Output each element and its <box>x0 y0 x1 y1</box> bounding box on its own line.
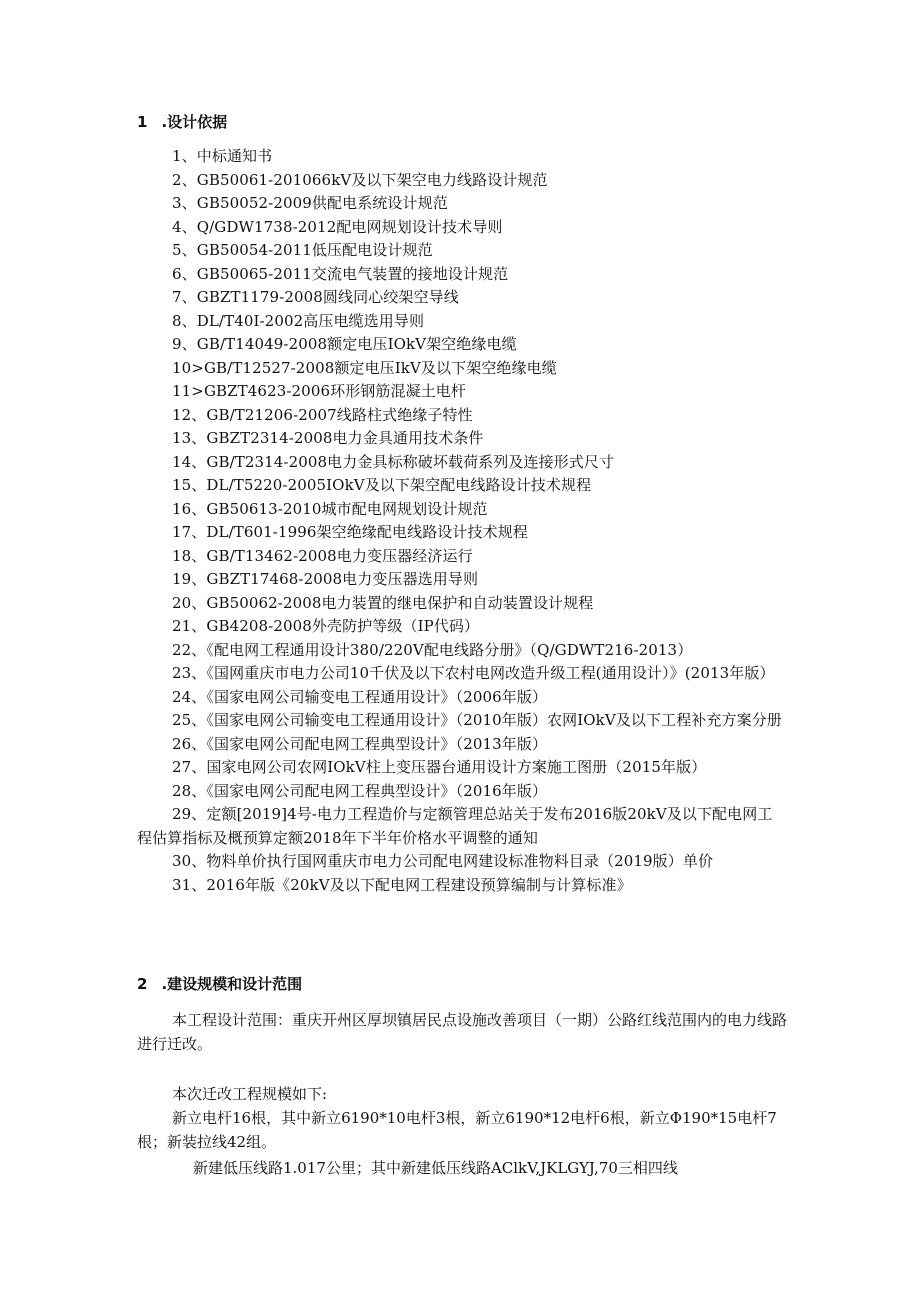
reference-list <box>137 145 787 897</box>
reference-item: 17、DL/T601-1996架空绝缘配电线路设计技术规程 <box>172 523 528 541</box>
reference-item: 8、DL/T40I-2002高压电缆选用导则 <box>172 311 425 330</box>
section-heading-scale-scope <box>137 974 302 994</box>
reference-item: 3、GB50052-2009供配电系统设计规范 <box>172 194 448 212</box>
reference-item: 16、GB50613-2010城市配电网规划设计规范 <box>172 499 488 518</box>
reference-item: 2、GB50061-201066kV及以下架空电力线路设计规范 <box>172 170 548 189</box>
scope-paragraph: 本工程设计范围：重庆开州区厚坝镇居民点设施改善项目（一期）公路红线范围内的电力线路进行迁改。 <box>137 1011 788 1053</box>
section-title: .设计依据 <box>161 113 228 131</box>
reference-item: 26、《国家电网公司配电网工程典型设计》（2013年版） <box>172 734 548 753</box>
reference-item: 10>GB/T12527-2008额定电压IkV及以下架空绝缘电缆 <box>172 358 557 377</box>
reference-item: 4、Q/GDW1738-2012配电网规划设计技术导则 <box>172 217 503 236</box>
reference-item: 12、GB/T21206-2007线路柱式绝缘子特性 <box>172 405 473 424</box>
section-number: 1 <box>137 113 148 131</box>
reference-item: 30、物料单价执行国网重庆市电力公司配电网建设标准物料目录（2019版）单价 <box>172 852 714 870</box>
reference-item: 7、GBZT1179-2008圆线同心绞架空导线 <box>172 288 459 306</box>
reference-item: 27、国家电网公司农网IOkV柱上变压器台通用设计方案施工图册（2015年版） <box>172 758 707 776</box>
reference-item: 20、GB50062-2008电力装置的继电保护和自动装置设计规程 <box>172 593 594 612</box>
reference-item: 18、GB/T13462-2008电力变压器经济运行 <box>172 546 473 565</box>
reference-item: 23、《国网重庆市电力公司10千伏及以下农村电网改造升级工程(通用设计）》(2013年版） <box>172 664 775 682</box>
reference-item: 11>GBZT4623-2006环形钢筋混凝土电杆 <box>172 382 467 400</box>
reference-item: 19、GBZT17468-2008电力变压器选用导则 <box>172 570 479 588</box>
reference-item: 9、GB/T14049-2008额定电压IOkV架空绝缘电缆 <box>172 335 517 353</box>
reference-item: 22、《配电网工程通用设计380/220V配电线路分册》（Q/GDWT216-2013） <box>172 640 693 659</box>
reference-item: 29、定额[2019]4号-电力工程造价与定额管理总站关于发布2016版20kV及以下配电网工程估算指标及概预算定额2018年下半年价格水平调整的通知 <box>137 805 773 847</box>
reference-item: 13、GBZT2314-2008电力金具通用技术条件 <box>172 429 484 447</box>
reference-item: 21、GB4208-2008外壳防护等级（IP代码） <box>172 617 480 635</box>
scale-intro-paragraph: 本次迁改工程规模如下: <box>172 1085 328 1103</box>
reference-item: 6、GB50065-2011交流电气装置的接地设计规范 <box>172 264 509 283</box>
section-number: 2 <box>137 975 148 993</box>
reference-item: 15、DL/T5220-2005IOkV及以下架空配电线路设计技术规程 <box>172 476 592 494</box>
reference-item: 25、《国家电网公司输变电工程通用设计》（2010年版）农网IOkV及以下工程补充方案分册 <box>172 711 782 729</box>
reference-item: 1、中标通知书 <box>172 147 273 165</box>
section-heading-design-basis <box>137 112 227 132</box>
poles-paragraph: 新立电杆16根，其中新立6190*10电杆3根，新立6190*12电杆6根，新立Φ190*15电杆7根；新装拉线42组。 <box>137 1109 777 1151</box>
section-title: .建设规模和设计范围 <box>161 975 303 993</box>
reference-item: 14、GB/T2314-2008电力金具标称破坏载荷系列及连接形式尺寸 <box>172 452 615 471</box>
reference-item: 28、《国家电网公司配电网工程典型设计》（2016年版） <box>172 781 548 800</box>
reference-item: 31、2016年版《20kV及以下配电网工程建设预算编制与计算标准》 <box>172 875 632 894</box>
reference-item: 5、GB50054-2011低压配电设计规范 <box>172 241 433 259</box>
reference-item: 24、《国家电网公司输变电工程通用设计》（2006年版） <box>172 687 548 706</box>
low-voltage-paragraph: 新建低压线路1.017公里；其中新建低压线路AClkV,JKLGYJ,70三相四线 <box>193 1159 678 1177</box>
